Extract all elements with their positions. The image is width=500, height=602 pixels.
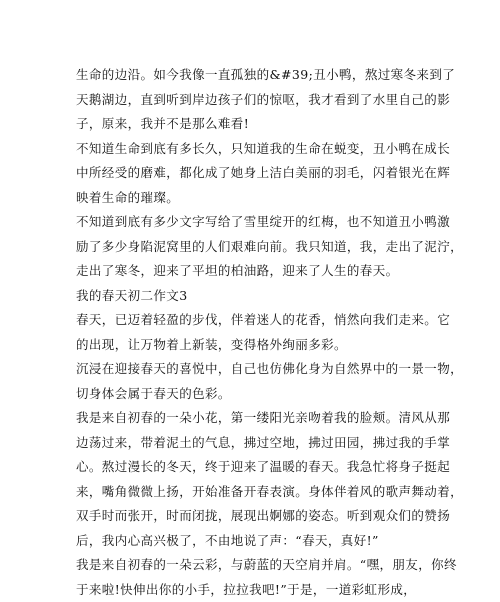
text-line: 生命的边沿。如今我像一直孤独的&#39;丑小鸭，熬过寒冬来到了 [76,63,428,88]
text-line: 走出了寒冬，迎来了平坦的柏油路，迎来了人生的春天。 [76,259,428,284]
text-line: 不知道生命到底有多长久，只知道我的生命在蜕变，丑小鸭在成长 [76,137,428,162]
text-line: 我是来自初春的一朵云彩，与蔚蓝的天空肩并肩。“嘿，朋友，你终 [76,553,428,578]
text-line: 中所经受的磨难，都化成了她身上洁白美丽的羽毛，闪着银光在辉 [76,161,428,186]
text-line: 心。熬过漫长的冬天，终于迎来了温暖的春天。我急忙将身子挺起 [76,455,428,480]
text-line: 切身体会属于春天的色彩。 [76,382,428,407]
text-line: 双手时而张开，时而闭拢，展现出婀娜的姿态。听到观众们的赞扬 [76,504,428,529]
text-line: 边荡过来，带着泥土的气息，拂过空地，拂过田园，拂过我的手掌 [76,431,428,456]
text-line: 春天，已迈着轻盈的步伐，伴着迷人的花香，悄然向我们走来。它 [76,308,428,333]
text-line: 不知道到底有多少文字写给了雪里绽开的红梅，也不知道丑小鸭激 [76,210,428,235]
article-text [76,63,428,602]
text-line: 的出现，让万物着上新装，变得格外绚丽多彩。 [76,333,428,358]
text-line: 我是来自初春的一朵小花，第一缕阳光亲吻着我的脸颊。清风从那 [76,406,428,431]
text-line: 于来啦!快伸出你的小手，拉拉我吧!”于是，一道彩虹形成， [76,578,428,602]
text-line: 沉浸在迎接春天的喜悦中，自己也仿佛化身为自然界中的一景一物， [76,357,428,382]
text-line: 天鹅湖边，直到听到岸边孩子们的惊呕，我才看到了水里自己的影 [76,88,428,113]
text-line: 来，嘴角微微上扬，开始准备开春表演。身体伴着风的歌声舞动着， [76,480,428,505]
text-line: 映着生命的璀璨。 [76,186,428,211]
text-line: 子，原来，我并不是那么难看! [76,112,428,137]
text-line: 励了多少身陷泥窝里的人们艰难向前。我只知道，我，走出了泥泞， [76,235,428,260]
section-heading: 我的春天初二作文3 [76,284,428,309]
text-line: 后，我内心高兴极了，不由地说了声：“春天，真好!” [76,529,428,554]
